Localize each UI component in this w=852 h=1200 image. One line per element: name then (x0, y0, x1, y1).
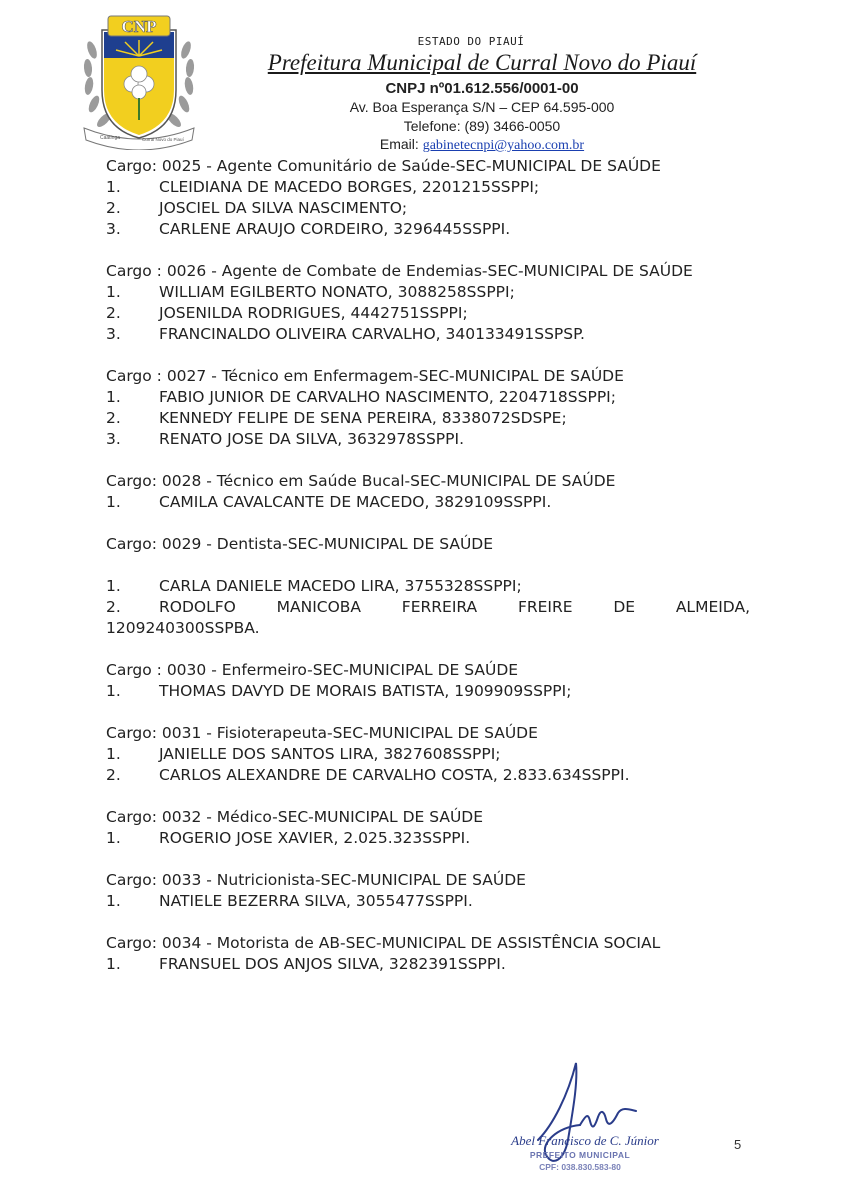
cargo-heading: Cargo : 0030 - Enfermeiro-SEC-MUNICIPAL DE SAÚDE (106, 661, 519, 679)
item-text: THOMAS DAVYD DE MORAIS BATISTA, 1909909SSPPI; (159, 682, 572, 700)
logo-banner-right: Curral Novo do Piauí (142, 137, 184, 142)
municipality-title: Prefeitura Municipal de Curral Novo do Piauí (267, 50, 697, 75)
item-text: FABIO JUNIOR DE CARVALHO NASCIMENTO, 2204718SSPPI; (159, 388, 616, 406)
item-number: 1. (106, 178, 121, 196)
email-link[interactable]: gabinetecnpi@yahoo.com.br (422, 138, 585, 153)
blank-line (106, 555, 750, 576)
list-item (106, 177, 750, 198)
list-item (106, 954, 750, 975)
item-text: FRANSUEL DOS ANJOS SILVA, 3282391SSPPI. (159, 955, 506, 973)
list-item (106, 282, 750, 303)
item-number: 3. (106, 220, 121, 238)
item-text: ROGERIO JOSE XAVIER, 2.025.323SSPPI. (159, 829, 471, 847)
item-number: 1. (106, 955, 121, 973)
signatory-role-stamp: PREFEITO MUNICIPAL (529, 1150, 631, 1160)
section-cargo-0028 (106, 471, 750, 513)
item-number: 2. (106, 409, 121, 427)
cargo-heading: Cargo: 0034 - Motorista de AB-SEC-MUNICIPAL DE ASSISTÊNCIA SOCIAL (106, 934, 661, 952)
item-text: JANIELLE DOS SANTOS LIRA, 3827608SSPPI; (159, 745, 501, 763)
item-number: 1. (106, 745, 121, 763)
item-text: CAMILA CAVALCANTE DE MACEDO, 3829109SSPPI. (159, 493, 552, 511)
list-item (106, 219, 750, 240)
cargo-heading: Cargo: 0033 - Nutricionista-SEC-MUNICIPAL DE SAÚDE (106, 871, 526, 889)
item-number: 1. (106, 892, 121, 910)
item-text: NATIELE BEZERRA SILVA, 3055477SSPPI. (159, 892, 473, 910)
section-cargo-0025 (106, 156, 750, 240)
cargo-heading: Cargo: 0025 - Agente Comunitário de Saúde-SEC-MUNICIPAL DE SAÚDE (106, 157, 661, 175)
section-cargo-0034 (106, 933, 750, 975)
list-item (106, 681, 750, 702)
list-item (106, 408, 750, 429)
cargo-heading: Cargo : 0026 - Agente de Combate de Endemias-SEC-MUNICIPAL DE SAÚDE (106, 262, 693, 280)
page-number: 5 (734, 1137, 742, 1152)
item-number: 2. (106, 598, 121, 616)
cargo-heading: Cargo : 0027 - Técnico em Enfermagem-SEC-MUNICIPAL DE SAÚDE (106, 367, 624, 385)
section-cargo-0032 (106, 807, 750, 849)
list-item (106, 492, 750, 513)
item-number: 1. (106, 577, 121, 595)
list-item (106, 828, 750, 849)
document-body (106, 156, 750, 996)
cargo-heading: Cargo: 0032 - Médico-SEC-MUNICIPAL DE SAÚDE (106, 808, 484, 826)
email-line (222, 136, 742, 154)
list-item (106, 303, 750, 324)
list-item (106, 765, 750, 786)
section-cargo-0031 (106, 723, 750, 786)
item-text: RENATO JOSE DA SILVA, 3632978SSPPI. (159, 430, 464, 448)
state-name: ESTADO DO PIAUÍ (417, 35, 525, 48)
item-text: KENNEDY FELIPE DE SENA PEREIRA, 8338072SDSPE; (159, 409, 567, 427)
address: Av. Boa Esperança S/N – CEP 64.595-000 (349, 99, 615, 115)
list-item (106, 198, 750, 219)
municipal-coat-of-arms-logo (80, 10, 198, 150)
item-text: CARLENE ARAUJO CORDEIRO, 3296445SSPPI. (159, 220, 511, 238)
cargo-heading: Cargo: 0031 - Fisioterapeuta-SEC-MUNICIPAL DE SAÚDE (106, 724, 538, 742)
logo-initials: CNP (121, 17, 157, 36)
list-item (106, 744, 750, 765)
item-text: CLEIDIANA DE MACEDO BORGES, 2201215SSPPI; (159, 178, 540, 196)
section-cargo-0027 (106, 366, 750, 450)
cargo-heading: Cargo: 0029 - Dentista-SEC-MUNICIPAL DE SAÚDE (106, 535, 494, 553)
list-item (106, 429, 750, 450)
item-number: 3. (106, 430, 121, 448)
cargo-heading: Cargo: 0028 - Técnico em Saúde Bucal-SEC-MUNICIPAL DE SAÚDE (106, 472, 616, 490)
item-text: WILLIAM EGILBERTO NONATO, 3088258SSPPI; (159, 283, 515, 301)
item-text-continuation: 1209240300SSPBA. (106, 619, 260, 637)
list-item (106, 891, 750, 912)
list-item (106, 597, 750, 618)
section-cargo-0033 (106, 870, 750, 912)
item-number: 2. (106, 199, 121, 217)
item-text: JOSENILDA RODRIGUES, 4442751SSPPI; (159, 304, 468, 322)
list-item (106, 324, 750, 345)
item-number: 1. (106, 283, 121, 301)
email-label: Email: (379, 136, 423, 152)
list-item (106, 387, 750, 408)
signatory-name: Abel Francisco de C. Júnior (511, 1133, 659, 1148)
item-text: RODOLFO MANICOBA FERREIRA FREIRE DE ALMEIDA, (159, 598, 750, 616)
section-cargo-0026 (106, 261, 750, 345)
item-text: JOSCIEL DA SILVA NASCIMENTO; (159, 199, 408, 217)
item-text: CARLA DANIELE MACEDO LIRA, 3755328SSPPI; (159, 577, 522, 595)
logo-banner-left: Caatinga (100, 135, 121, 141)
letterhead (0, 0, 852, 160)
signatory-cpf-stamp: CPF: 038.830.583-80 (539, 1162, 621, 1172)
item-text: FRANCINALDO OLIVEIRA CARVALHO, 340133491SSPSP. (159, 325, 585, 343)
section-cargo-0030 (106, 660, 750, 702)
item-text: CARLOS ALEXANDRE DE CARVALHO COSTA, 2.833.634SSPPI. (159, 766, 630, 784)
item-number: 2. (106, 766, 121, 784)
section-cargo-0029 (106, 534, 750, 639)
item-number: 1. (106, 829, 121, 847)
list-item (106, 576, 750, 597)
item-number: 2. (106, 304, 121, 322)
item-number: 3. (106, 325, 121, 343)
cnpj: CNPJ nº01.612.556/0001-00 (385, 80, 579, 97)
item-number: 1. (106, 682, 121, 700)
phone: Telefone: (89) 3466-0050 (403, 118, 561, 134)
item-number: 1. (106, 493, 121, 511)
item-number: 1. (106, 388, 121, 406)
